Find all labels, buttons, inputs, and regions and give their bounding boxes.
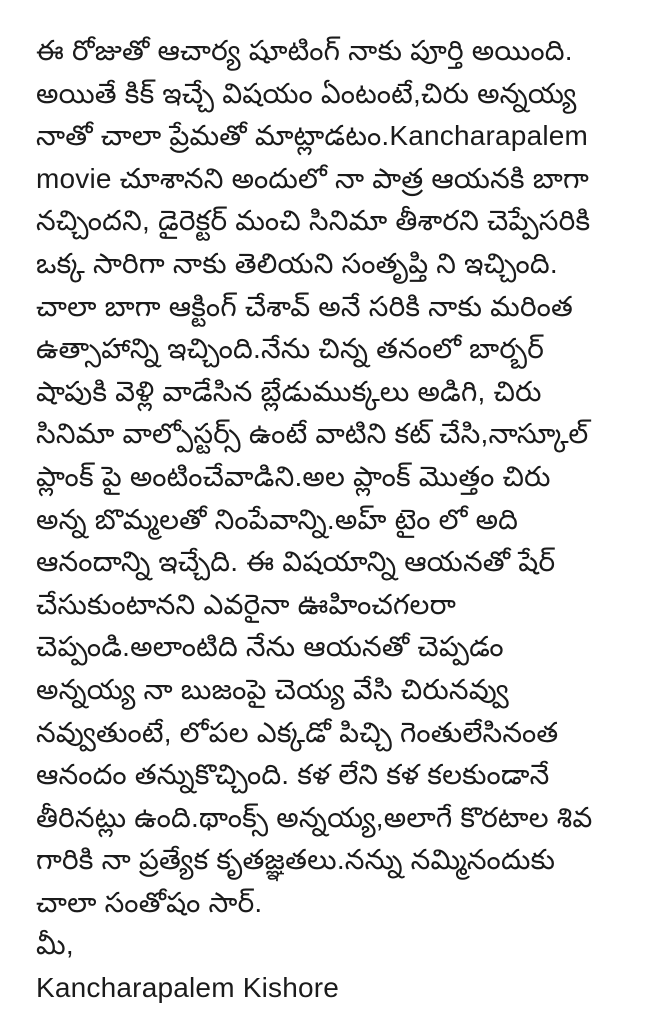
letter-line: ఒక్క సారిగా నాకు తెలియని సంతృప్తి ని ఇచ్చింది. (36, 247, 558, 279)
letter-line: చేసుకుంటానని ఎవరైనా ఊహించగలరా (36, 588, 457, 620)
letter-line: అయితే కిక్ ఇచ్చే విషయం ఏంటంటే,చిరు అన్నయ్య (36, 77, 577, 109)
letter-line: చాలా సంతోషం సార్. (36, 886, 263, 918)
letter-line: ప్లాంక్ పై అంటించేవాడిని.అల ప్లాంక్ మొత్తం చిరు (36, 460, 551, 492)
letter-signoff: మీ, (36, 929, 74, 961)
letter-line: చాలా బాగా ఆక్టింగ్ చేశావ్ అనే సరికి నాకు మరింత (36, 290, 573, 322)
letter-line: అన్న బొమ్మలతో నింపేవాన్ని.అహ్ టైం లో అది (36, 503, 519, 535)
letter-line: ఆనందం తన్నుకొచ్చింది. కళ లేని కళ కలకుండానే (36, 759, 550, 791)
letter-line: సినిమా వాల్పోస్టర్స్ ఉంటే వాటిని కట్ చేసి,నాస్కూల్ (36, 418, 589, 450)
letter-line: గారికి నా ప్రత్యేక కృతజ్ఞతలు.నన్ను నమ్మినందుకు (36, 844, 556, 876)
letter-line: movie చూశానని అందులో నా పాత్ర ఆయనకి బాగా (36, 162, 589, 194)
letter-line: షాపుకి వెళ్లి వాడేసిన బ్లేడుముక్కలు అడిగి, చిరు (36, 375, 542, 407)
letter-line: తీరినట్లు ఉంది.థాంక్స్ అన్నయ్య,అలాగే కొరటాల శివ (36, 801, 593, 833)
letter-line: చెప్పండి.అలాంటిది నేను ఆయనతో చెప్పడం (36, 631, 504, 663)
letter-line: ఆనందాన్ని ఇచ్చేది. ఈ విషయాన్ని ఆయనతో షేర్ (36, 546, 556, 578)
letter-line: నవ్వుతుంటే, లోపల ఎక్కడో పిచ్చి గెంతులేసినంత (36, 716, 559, 748)
letter-line: నాతో చాలా ప్రేమతో మాట్లాడటం.Kancharapalem (36, 120, 589, 152)
letter-line: ఉత్సాహాన్ని ఇచ్చింది.నేను చిన్న తనంలో బార్బర్ (36, 333, 545, 365)
letter-line: అన్నయ్య నా బుజంపై చెయ్య వేసి చిరునవ్వు (36, 673, 509, 705)
letter-signature: Kancharapalem Kishore (36, 972, 340, 1004)
letter-line: ఈ రోజుతో ఆచార్య షూటింగ్ నాకు పూర్తి అయింది. (36, 35, 573, 66)
letter-line: నచ్చిందని, డైరెక్టర్ మంచి సినిమా తీశారని చెప్పేసరికి (36, 205, 591, 237)
